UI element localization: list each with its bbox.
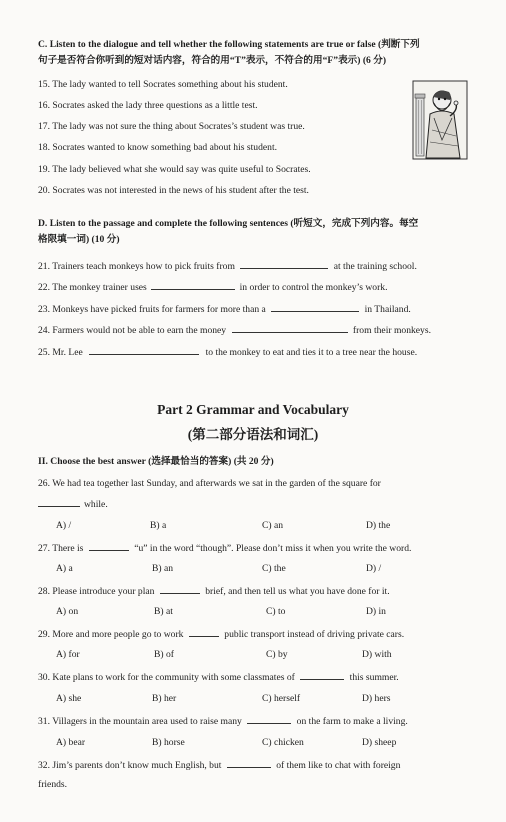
answer-blank-25[interactable] <box>89 345 199 355</box>
question-32-tail: of them like to chat with foreign <box>276 760 401 771</box>
part-2-subtitle: (第二部分语法和词汇) <box>187 427 319 442</box>
sentence-25 <box>38 345 417 360</box>
q27-option-c[interactable]: C) the <box>262 563 286 574</box>
statement-15: 15. The lady wanted to tell Socrates something about his student. <box>38 79 288 90</box>
q30-option-d[interactable]: D) hers <box>362 693 391 704</box>
q27-option-a[interactable]: A) a <box>56 563 73 574</box>
answer-blank-24[interactable] <box>232 323 348 333</box>
question-30-tail: this summer. <box>349 672 399 683</box>
answer-blank-30[interactable] <box>300 670 344 680</box>
section-d-heading: D. Listen to the passage and complete the following sentences (听短文，完成下列内容。每空 <box>38 218 419 229</box>
question-32 <box>38 758 400 773</box>
q27-option-d[interactable]: D) / <box>366 563 382 574</box>
q27-option-b[interactable]: B) an <box>152 563 174 574</box>
q30-option-c[interactable]: C) herself <box>262 693 301 704</box>
statement-18: 18. Socrates wanted to know something bad about his student. <box>38 142 278 153</box>
section-ii-heading: II. Choose the best answer (选择最恰当的答案) (共 20 分) <box>38 456 274 467</box>
sentence-24 <box>38 323 431 338</box>
sentence-24-tail: from their monkeys. <box>352 325 431 336</box>
question-29-text: 29. More and more people go to work <box>38 629 184 640</box>
question-26: 26. We had tea together last Sunday, and afterwards we sat in the garden of the square for <box>38 478 381 489</box>
part-2-title: Part 2 Grammar and Vocabulary <box>157 402 349 417</box>
q31-option-d[interactable]: D) sheep <box>362 737 397 748</box>
question-31-text: 31. Villagers in the mountain area used to raise many <box>38 716 242 727</box>
question-28-text: 28. Please introduce your plan <box>38 586 155 597</box>
statement-19: 19. The lady believed what she would say was quite useful to Socrates. <box>38 164 311 175</box>
question-26-cont <box>38 497 108 512</box>
sentence-21-tail: at the training school. <box>333 261 417 272</box>
sentence-25-text: 25. Mr. Lee <box>38 347 83 358</box>
statement-17: 17. The lady was not sure the thing about Socrates’s student was true. <box>38 121 305 132</box>
sentence-22 <box>38 280 387 295</box>
answer-blank-23[interactable] <box>271 302 359 312</box>
statement-20: 20. Socrates was not interested in the news of his student after the test. <box>38 185 309 196</box>
q28-option-a[interactable]: A) on <box>56 606 79 617</box>
q26-option-b[interactable]: B) a <box>150 520 167 531</box>
q26-option-c[interactable]: C) an <box>262 520 284 531</box>
section-d-heading-cn: 格限填一词) (10 分) <box>38 234 120 245</box>
question-30 <box>38 670 399 685</box>
sentence-23 <box>38 302 411 317</box>
answer-blank-29[interactable] <box>189 627 219 637</box>
q28-option-b[interactable]: B) at <box>154 606 173 617</box>
sentence-23-text: 23. Monkeys have picked fruits for farmers for more than a <box>38 304 266 315</box>
section-c-heading-cn: 句子是否符合你听到的短对话内容，符合的用“T”表示，不符合的用“F”表示) (6 分) <box>38 55 387 66</box>
q29-option-a[interactable]: A) for <box>56 649 80 660</box>
q31-option-c[interactable]: C) chicken <box>262 737 304 748</box>
question-27 <box>38 541 411 556</box>
sentence-24-text: 24. Farmers would not be able to earn the money <box>38 325 227 336</box>
question-32-text: 32. Jim’s parents don’t know much English, but <box>38 760 222 771</box>
q31-option-b[interactable]: B) horse <box>152 737 185 748</box>
sentence-25-tail: to the monkey to eat and ties it to a tree near the house. <box>205 347 418 358</box>
sentence-22-text: 22. The monkey trainer uses <box>38 282 147 293</box>
q31-option-a[interactable]: A) bear <box>56 737 86 748</box>
q30-option-b[interactable]: B) her <box>152 693 177 704</box>
question-29-tail: public transport instead of driving private cars. <box>224 629 405 640</box>
answer-blank-28[interactable] <box>160 584 200 594</box>
q26-option-d[interactable]: D) the <box>366 520 391 531</box>
q29-option-d[interactable]: D) with <box>362 649 392 660</box>
q29-option-b[interactable]: B) of <box>154 649 174 660</box>
question-26-tail: while. <box>84 499 108 510</box>
answer-blank-21[interactable] <box>240 259 328 269</box>
question-28 <box>38 584 390 599</box>
question-32-cont: friends. <box>38 779 68 790</box>
q28-option-c[interactable]: C) to <box>266 606 286 617</box>
socrates-illustration <box>412 80 468 160</box>
statement-16: 16. Socrates asked the lady three questions as a little test. <box>38 100 258 111</box>
sentence-23-tail: in Thailand. <box>364 304 411 315</box>
question-27-tail: “u” in the word “though”. Please don’t miss it when you write the word. <box>134 543 412 554</box>
q26-option-a[interactable]: A) / <box>56 520 72 531</box>
sentence-21 <box>38 259 417 274</box>
question-31 <box>38 714 408 729</box>
answer-blank-31[interactable] <box>247 714 291 724</box>
sentence-22-tail: in order to control the monkey’s work. <box>239 282 388 293</box>
q28-option-d[interactable]: D) in <box>366 606 386 617</box>
answer-blank-27[interactable] <box>89 541 129 551</box>
question-29 <box>38 627 404 642</box>
q30-option-a[interactable]: A) she <box>56 693 82 704</box>
question-27-text: 27. There is <box>38 543 84 554</box>
q29-option-c[interactable]: C) by <box>266 649 288 660</box>
answer-blank-32[interactable] <box>227 758 271 768</box>
question-28-tail: brief, and then tell us what you have done for it. <box>205 586 390 597</box>
question-31-tail: on the farm to make a living. <box>296 716 408 727</box>
answer-blank-22[interactable] <box>151 280 235 290</box>
question-30-text: 30. Kate plans to work for the community with some classmates of <box>38 672 295 683</box>
answer-blank-26[interactable] <box>38 497 80 507</box>
sentence-21-text: 21. Trainers teach monkeys how to pick fruits from <box>38 261 235 272</box>
section-c-heading: C. Listen to the dialogue and tell whether the following statements are true or false (判断下列 <box>38 39 420 50</box>
